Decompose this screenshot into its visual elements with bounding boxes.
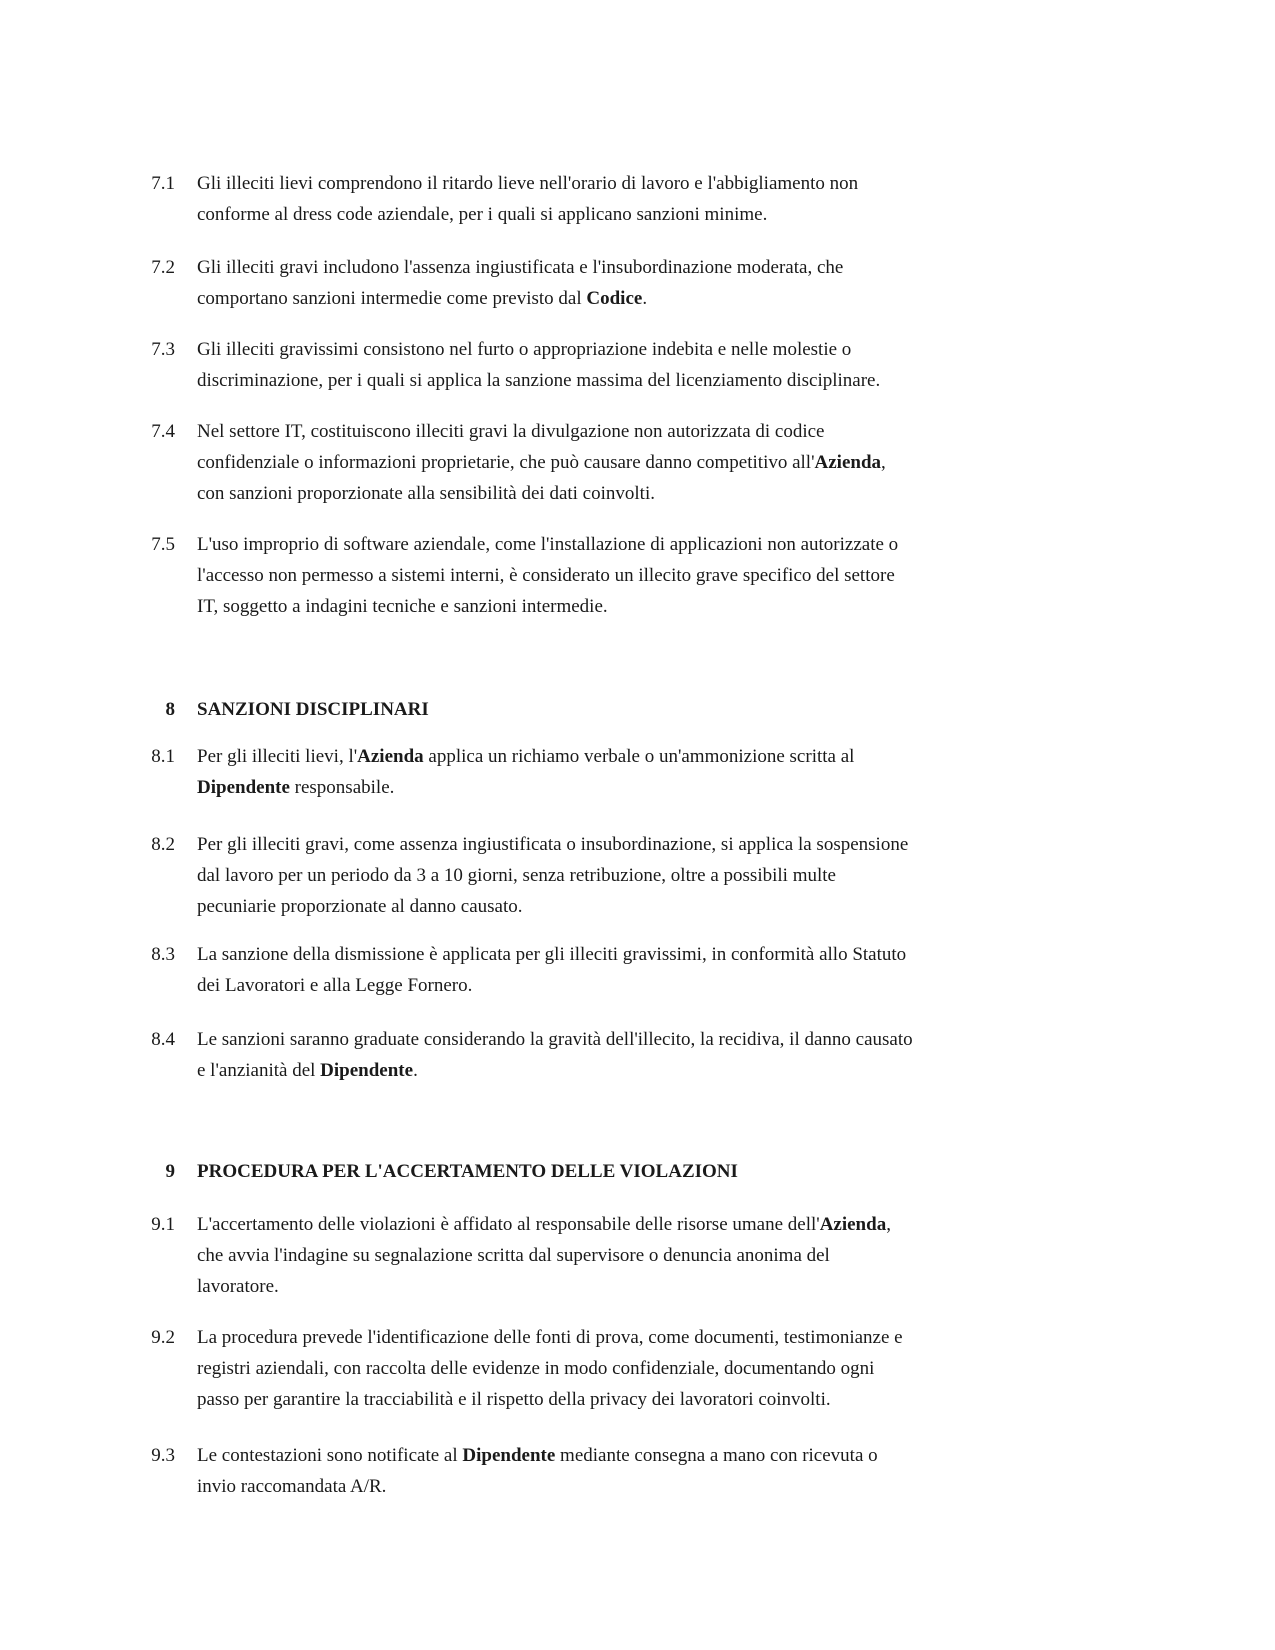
clause-item	[140, 1440, 1082, 1502]
clause-text: Le sanzioni saranno graduate considerando la gravità dell'illecito, la recidiva, il danno causato e l'anzianità del Dipendente.	[197, 1029, 913, 1081]
section-heading	[140, 694, 1082, 725]
clause-text: Per gli illeciti gravi, come assenza ingiustificata o insubordinazione, si applica la sospensione dal lavoro per un periodo da 3 a 10 giorni, senza retribuzione, oltre a possibili multe pecuniarie proporzionate al danno causato.	[197, 834, 909, 917]
clause-number: 7.4	[151, 421, 175, 442]
clause-item	[140, 416, 1082, 509]
clause-item	[140, 1024, 1082, 1086]
clause-number: 8.1	[151, 746, 175, 767]
clause-text: L'uso improprio di software aziendale, come l'installazione di applicazioni non autorizzate o l'accesso non permesso a sistemi interni, è considerato un illecito grave specifico del settore IT, soggetto a indagini tecniche e sanzioni intermedie.	[197, 534, 899, 617]
clause-text: La sanzione della dismissione è applicata per gli illeciti gravissimi, in conformità allo Statuto dei Lavoratori e alla Legge Fornero.	[197, 944, 907, 996]
clause-item	[140, 741, 1082, 803]
clause-number: 7.3	[151, 339, 175, 360]
clause-number: 7.2	[151, 257, 175, 278]
clause-number: 7.1	[151, 173, 175, 194]
clause-item	[140, 1209, 1082, 1302]
clause-item	[140, 529, 1082, 622]
section-title: PROCEDURA PER L'ACCERTAMENTO DELLE VIOLAZIONI	[197, 1161, 738, 1182]
clause-number: 7.5	[151, 534, 175, 555]
section-number: 9	[165, 1161, 175, 1182]
clause-text: Per gli illeciti lievi, l'Azienda applica un richiamo verbale o un'ammonizione scritta al Dipendente responsabile.	[197, 746, 855, 798]
clause-text: L'accertamento delle violazioni è affidato al responsabile delle risorse umane dell'Azienda, che avvia l'indagine su segnalazione scritta dal supervisore o denuncia anonima del lavoratore.	[197, 1214, 891, 1297]
section-heading	[140, 1156, 1082, 1187]
clause-item	[140, 829, 1082, 922]
clause-item	[140, 252, 1082, 314]
clause-text: Le contestazioni sono notificate al Dipendente mediante consegna a mano con ricevuta o invio raccomandata A/R.	[197, 1445, 878, 1497]
section-number: 8	[165, 699, 175, 720]
clause-number: 9.3	[151, 1445, 175, 1466]
clause-item	[140, 939, 1082, 1001]
clause-item	[140, 168, 1082, 230]
clause-text: Nel settore IT, costituiscono illeciti gravi la divulgazione non autorizzata di codice confidenziale o informazioni proprietarie, che può causare danno competitivo all'Azienda, con sanzioni proporzionate alla sensibilità dei dati coinvolti.	[197, 421, 886, 504]
clause-text: Gli illeciti gravissimi consistono nel furto o appropriazione indebita e nelle molestie o discriminazione, per i quali si applica la sanzione massima del licenziamento disciplinare.	[197, 339, 881, 391]
clause-item	[140, 334, 1082, 396]
clause-number: 9.2	[151, 1327, 175, 1348]
clause-number: 8.3	[151, 944, 175, 965]
section-title: SANZIONI DISCIPLINARI	[197, 699, 429, 720]
clause-text: Gli illeciti gravi includono l'assenza ingiustificata e l'insubordinazione moderata, che comportano sanzioni intermedie come previsto dal Codice.	[197, 257, 844, 309]
clause-number: 9.1	[151, 1214, 175, 1235]
clause-text: La procedura prevede l'identificazione delle fonti di prova, come documenti, testimonianze e registri aziendali, con raccolta delle evidenze in modo confidenziale, documentando ogni passo per garantire la tracciabilità e il rispetto della privacy dei lavoratori coinvolti.	[197, 1327, 903, 1410]
clause-text: Gli illeciti lievi comprendono il ritardo lieve nell'orario di lavoro e l'abbigliamento non conforme al dress code aziendale, per i quali si applicano sanzioni minime.	[197, 173, 859, 225]
clause-number: 8.4	[151, 1029, 175, 1050]
clause-item	[140, 1322, 1082, 1415]
clause-number: 8.2	[151, 834, 175, 855]
